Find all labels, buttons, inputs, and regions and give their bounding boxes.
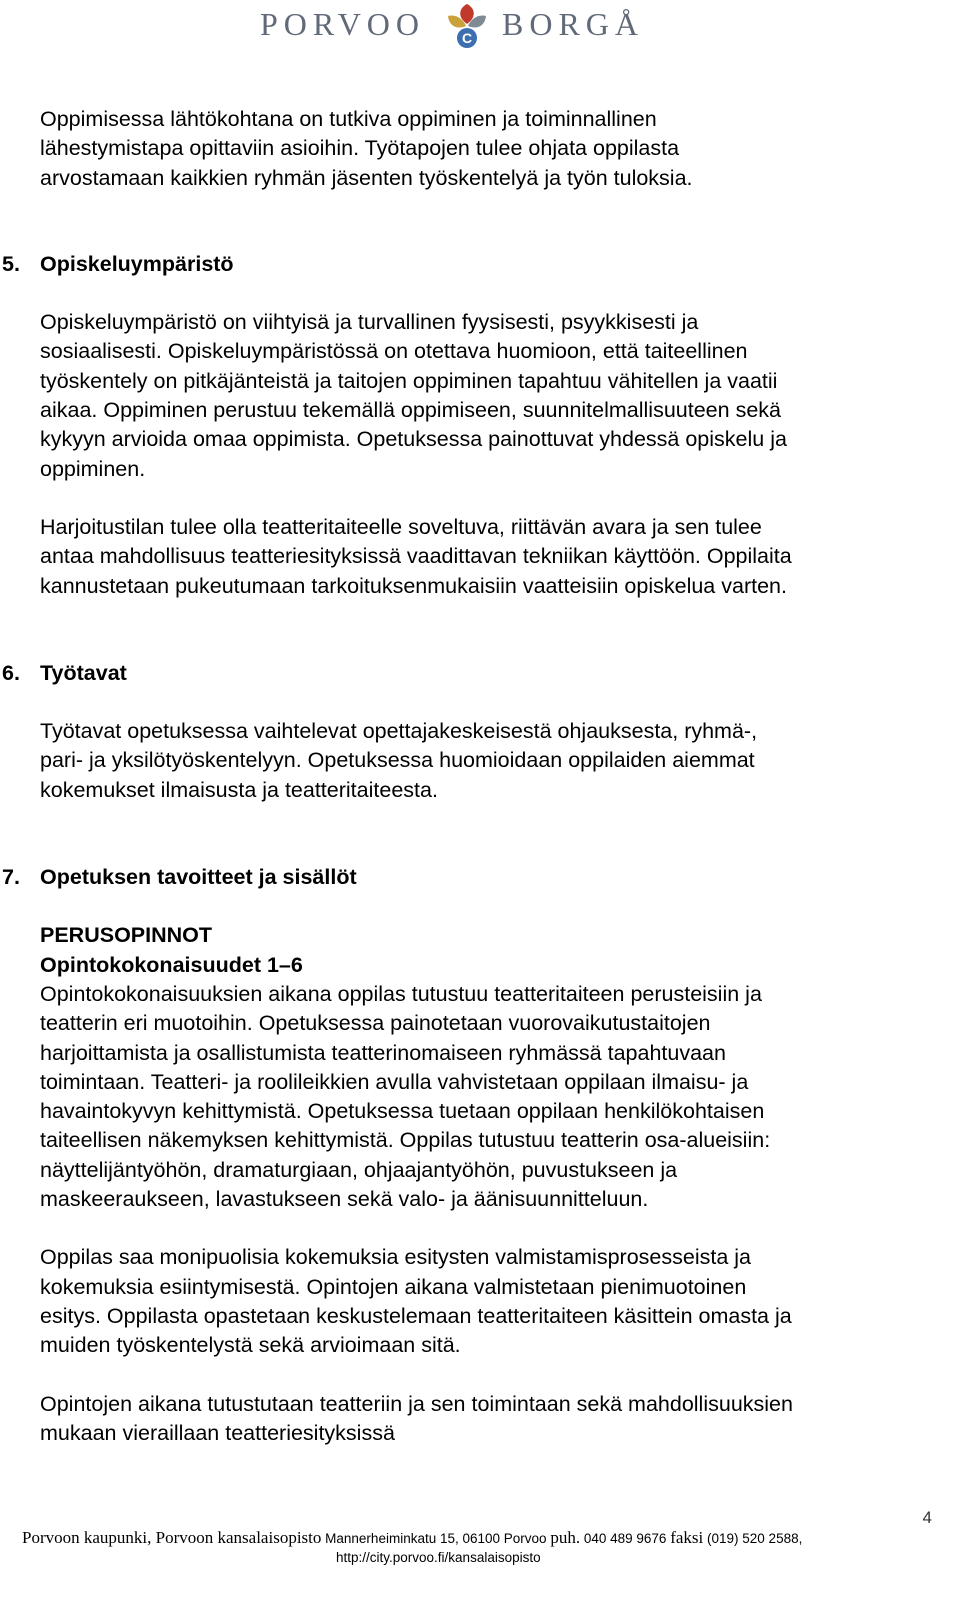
logo-text-porvoo: PORVOO <box>260 6 426 42</box>
section7-paragraph-1 <box>40 980 940 1214</box>
text-line: työskentely on pitkäjänteistä ja taitojen oppiminen tapahtuu vähitellen ja vaatii <box>40 368 778 393</box>
section-number: 7. <box>2 865 20 890</box>
text-line: toimintaan. Teatteri- ja roolileikkien avulla vahvistetaan oppilaan ilmaisu- ja <box>40 1069 749 1094</box>
footer-org: Porvoon kaupunki, Porvoon kansalaisopisto <box>22 1528 322 1547</box>
section-heading-7 <box>2 863 940 892</box>
text-line: muiden työskentelystä sekä arvioimaan sitä. <box>40 1333 461 1358</box>
text-line: taiteellisen näkemyksen kehittymistä. Oppilas tutustuu teatterin osa-alueisiin: <box>40 1128 771 1153</box>
subheading-opintokokonaisuudet: Opintokokonaisuudet 1–6 <box>40 952 303 977</box>
header-logo <box>0 0 960 56</box>
footer-phone: 040 489 9676 <box>583 1531 667 1546</box>
footer-phone-label: puh. <box>550 1528 581 1547</box>
text-line: näyttelijäntyöhön, dramaturgiaan, ohjaajantyöhön, puvustukseen ja <box>40 1157 678 1182</box>
text-line: harjoittamista ja osallistumista teatterinomaiseen ryhmässä tapahtuvaan <box>40 1040 726 1065</box>
text-line: esitys. Oppilasta opastetaan keskustelemaan teatteritaiteen käsittein omasta ja <box>40 1303 792 1328</box>
section-title: Opiskeluympäristö <box>40 251 234 276</box>
text-line: lähestymistapa opittaviin asioihin. Työtapojen tulee ohjata oppilasta <box>40 136 680 161</box>
logo-mark-icon <box>440 0 494 54</box>
section-heading-6 <box>2 659 940 688</box>
section-number: 6. <box>2 660 20 685</box>
logo-text-borga: BORGÅ <box>502 6 645 42</box>
text-line: Opintokokonaisuuksien aikana oppilas tutustuu teatteritaiteen perusteisiin ja <box>40 981 762 1006</box>
text-line: teatterin eri muotoihin. Opetuksessa painotetaan vuorovaikutustaitojen <box>40 1011 711 1036</box>
footer-fax-label: faksi <box>670 1528 704 1547</box>
page-number: 4 <box>922 1508 932 1527</box>
section5-paragraph-1 <box>40 308 940 484</box>
text-line: mukaan vieraillaan teatteriesityksissä <box>40 1420 395 1445</box>
footer-fax: (019) 520 2588, <box>707 1531 803 1546</box>
section-number: 5. <box>2 251 20 276</box>
text-line: Opintojen aikana tutustutaan teatteriin ja sen toimintaan sekä mahdollisuuksien <box>40 1391 793 1416</box>
footer-address: Mannerheiminkatu 15, 06100 Porvoo <box>325 1531 547 1546</box>
section-title: Opetuksen tavoitteet ja sisällöt <box>40 865 357 890</box>
text-line: oppiminen. <box>40 456 146 481</box>
footer-contact-line <box>22 1528 802 1548</box>
section6-paragraph-1 <box>40 717 940 805</box>
text-line: pari- ja yksilötyöskentelyyn. Opetuksessa huomioidaan oppilaiden aiemmat <box>40 748 755 773</box>
document-body <box>2 105 940 1448</box>
text-line: Harjoitustilan tulee olla teatteritaiteelle soveltuva, riittävän avara ja sen tulee <box>40 514 762 539</box>
footer-url-link[interactable]: http://city.porvoo.fi/kansalaisopisto <box>336 1550 541 1565</box>
text-line: havaintokyvyn kehittymistä. Opetuksessa tuetaan oppilaan henkilökohtaisen <box>40 1099 765 1124</box>
text-line: kykyyn arvioida omaa oppimista. Opetuksessa painottuvat yhdessä opiskelu ja <box>40 427 787 452</box>
text-line: kannustetaan pukeutumaan tarkoituksenmukaisiin vaatteisiin opiskelua varten. <box>40 573 787 598</box>
section7-paragraph-2 <box>40 1243 940 1360</box>
text-line: arvostamaan kaikkien ryhmän jäsenten työskentelyä ja työn tuloksia. <box>40 165 693 190</box>
text-line: maskeeraukseen, lavastukseen sekä valo- ja äänisuunnitteluun. <box>40 1187 649 1212</box>
text-line: Työtavat opetuksessa vaihtelevat opettajakeskeisestä ohjauksesta, ryhmä-, <box>40 719 758 744</box>
section-heading-5 <box>2 250 940 279</box>
text-line: kokemukset ilmaisusta ja teatteritaiteesta. <box>40 777 438 802</box>
text-line: antaa mahdollisuus teatteriesityksissä vaadittavan tekniikan käyttöön. Oppilaita <box>40 544 792 569</box>
section-title: Työtavat <box>40 660 127 685</box>
text-line: kokemuksia esiintymisestä. Opintojen aikana valmistetaan pienimuotoinen <box>40 1274 747 1299</box>
subheading-perusopinnot: PERUSOPINNOT <box>40 923 213 948</box>
text-line: Oppilas saa monipuolisia kokemuksia esitysten valmistamisprosesseista ja <box>40 1245 751 1270</box>
text-line: Oppimisessa lähtökohtana on tutkiva oppiminen ja toiminnallinen <box>40 107 657 131</box>
text-line: aikaa. Oppiminen perustuu tekemällä oppimiseen, suunnitelmallisuuteen sekä <box>40 398 781 423</box>
section7-paragraph-3 <box>40 1390 940 1449</box>
logo-mark-letter: C <box>461 30 473 46</box>
text-line: sosiaalisesti. Opiskeluympäristössä on otettava huomioon, että taiteellinen <box>40 339 748 364</box>
section5-paragraph-2 <box>40 513 940 601</box>
intro-paragraph <box>40 105 940 193</box>
text-line: Opiskeluympäristö on viihtyisä ja turvallinen fyysisesti, psyykkisesti ja <box>40 310 699 335</box>
